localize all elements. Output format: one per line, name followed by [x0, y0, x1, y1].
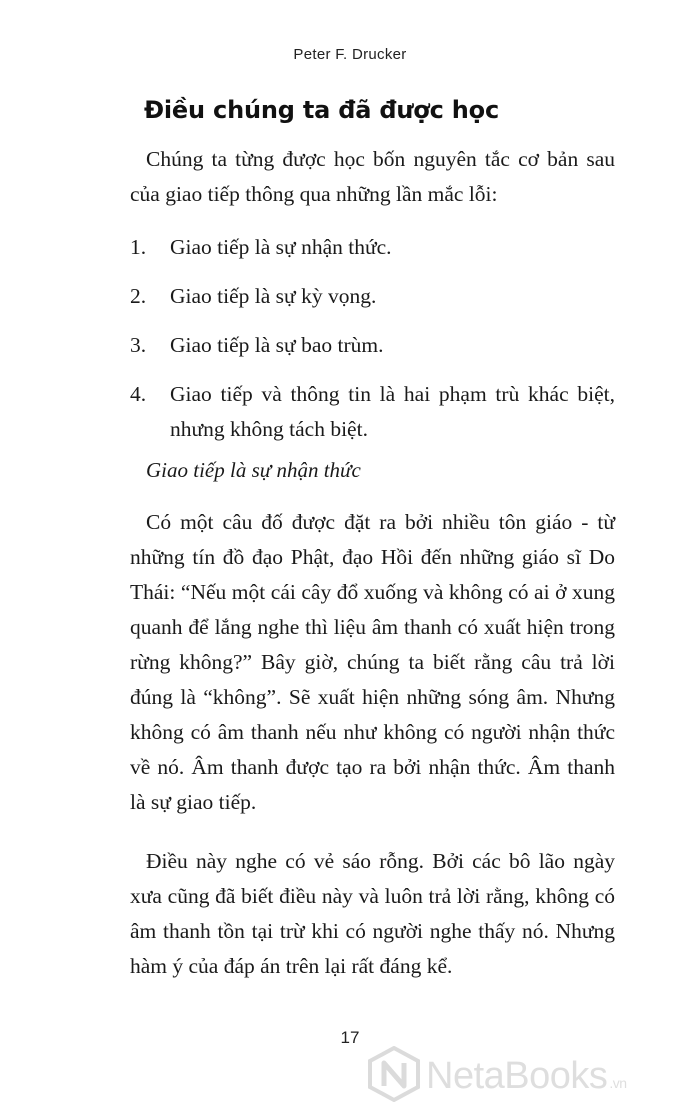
list-item-number: 1. — [130, 235, 147, 259]
list-item — [130, 230, 615, 265]
list-item — [130, 328, 615, 363]
list-item — [130, 279, 615, 314]
netabooks-logo-icon — [368, 1046, 420, 1107]
page-number: 17 — [340, 1028, 360, 1047]
running-head: Peter F. Drucker — [293, 46, 407, 63]
principles-list — [130, 230, 615, 461]
list-item-number: 4. — [130, 382, 147, 406]
list-item-text: Giao tiếp là sự nhận thức. — [170, 235, 392, 259]
list-item-number: 3. — [130, 333, 147, 357]
watermark — [368, 1046, 627, 1107]
list-item — [130, 377, 615, 447]
list-item-number: 2. — [130, 284, 147, 308]
watermark-brand: NetaBooks .vn — [426, 1055, 627, 1097]
section-title: Điều chúng ta đã được học — [144, 96, 499, 124]
subheading: Giao tiếp là sự nhận thức — [146, 458, 361, 482]
list-item-text: Giao tiếp là sự kỳ vọng. — [170, 284, 377, 308]
paragraph-1: Có một câu đố được đặt ra bởi nhiều tôn giáo - từ những tín đồ đạo Phật, đạo Hồi đến những giáo sĩ Do Thái: “Nếu một cái cây đổ xuống và không có ai ở xung quanh để lắng nghe thì liệu âm thanh có xuất hiện trong rừng không?” Bây giờ, chúng ta biết rằng câu trả lời đúng là “không”. Sẽ xuất hiện những sóng âm. Nhưng không có âm thanh nếu như không có người nhận thức về nó. Âm thanh được tạo ra bởi nhận thức. Âm thanh là sự giao tiếp. — [130, 510, 615, 814]
list-item-text: Giao tiếp là sự bao trùm. — [170, 333, 384, 357]
intro-paragraph: Chúng ta từng được học bốn nguyên tắc cơ bản sau của giao tiếp thông qua những lần mắc lỗi: — [130, 147, 615, 206]
paragraph-2: Điều này nghe có vẻ sáo rỗng. Bởi các bô lão ngày xưa cũng đã biết điều này và luôn trả lời rằng, không có âm thanh tồn tại trừ khi có người nghe thấy nó. Nhưng hàm ý của đáp án trên lại rất đáng kể. — [130, 849, 615, 978]
list-item-text: Giao tiếp và thông tin là hai phạm trù khác biệt, nhưng không tách biệt. — [170, 382, 615, 441]
watermark-suffix: .vn — [609, 1075, 627, 1091]
